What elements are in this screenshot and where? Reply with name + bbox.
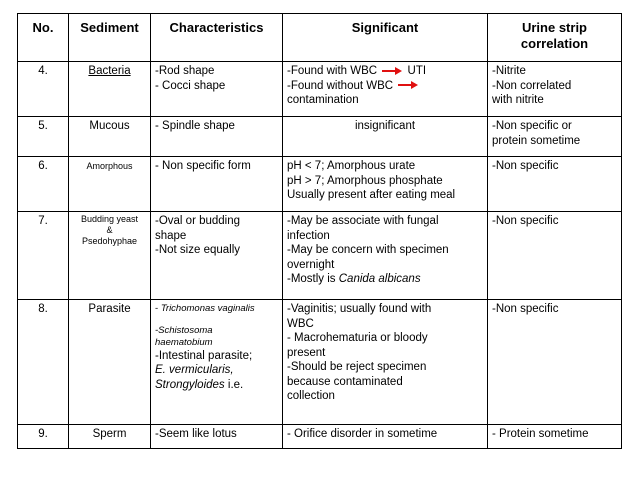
table-row — [18, 117, 622, 157]
row-characteristics: - Spindle shape — [151, 117, 283, 157]
row-significant: -Vaginitis; usually found with WBC - Macrohematuria or bloody present -Should be reject specimen because contaminated collection — [283, 300, 488, 425]
header-no: No. — [18, 14, 69, 62]
row-correlation: -Non specific — [488, 157, 622, 212]
header-significant: Significant — [283, 14, 488, 62]
header-row — [18, 14, 622, 62]
row-significant: - Orifice disorder in sometime — [283, 425, 488, 449]
row-characteristics: -Seem like lotus — [151, 425, 283, 449]
row-sediment: Budding yeast & Psedohyphae — [69, 212, 151, 300]
row-significant: insignificant — [283, 117, 488, 157]
right-arrow-icon — [398, 80, 418, 90]
row-characteristics: -Rod shape - Cocci shape — [151, 62, 283, 117]
row-sediment: Amorphous — [69, 157, 151, 212]
row-no: 8. — [18, 300, 69, 425]
row-sediment: Sperm — [69, 425, 151, 449]
row-correlation: -Non specific or protein sometime — [488, 117, 622, 157]
row-significant: pH < 7; Amorphous urate pH > 7; Amorphous phosphate Usually present after eating meal — [283, 157, 488, 212]
row-no: 7. — [18, 212, 69, 300]
row-characteristics: - Non specific form — [151, 157, 283, 212]
row-no: 5. — [18, 117, 69, 157]
header-characteristics: Characteristics — [151, 14, 283, 62]
table-row — [18, 300, 622, 425]
row-significant: -May be associate with fungal infection -May be concern with specimen overnight -Mostly is Canida albicans — [283, 212, 488, 300]
table-row — [18, 212, 622, 300]
row-sediment: Mucous — [69, 117, 151, 157]
sediment-table — [17, 13, 622, 449]
row-no: 6. — [18, 157, 69, 212]
row-correlation: - Protein sometime — [488, 425, 622, 449]
row-sediment: Parasite — [69, 300, 151, 425]
row-characteristics: -Oval or budding shape -Not size equally — [151, 212, 283, 300]
row-significant: -Found with WBC UTI -Found without WBC contamination — [283, 62, 488, 117]
row-no: 9. — [18, 425, 69, 449]
row-correlation: -Nitrite -Non correlated with nitrite — [488, 62, 622, 117]
header-correlation: Urine strip correlation — [488, 14, 622, 62]
row-correlation: -Non specific — [488, 212, 622, 300]
row-characteristics: - Trichomonas vaginalis -Schistosoma haematobium -Intestinal parasite; E. vermicularis, Strongyloides i.e. — [151, 300, 283, 425]
row-no: 4. — [18, 62, 69, 117]
table-row — [18, 157, 622, 212]
header-sediment: Sediment — [69, 14, 151, 62]
table-row — [18, 62, 622, 117]
row-correlation: -Non specific — [488, 300, 622, 425]
row-sediment: Bacteria — [69, 62, 151, 117]
table-row — [18, 425, 622, 449]
right-arrow-icon — [382, 66, 402, 76]
